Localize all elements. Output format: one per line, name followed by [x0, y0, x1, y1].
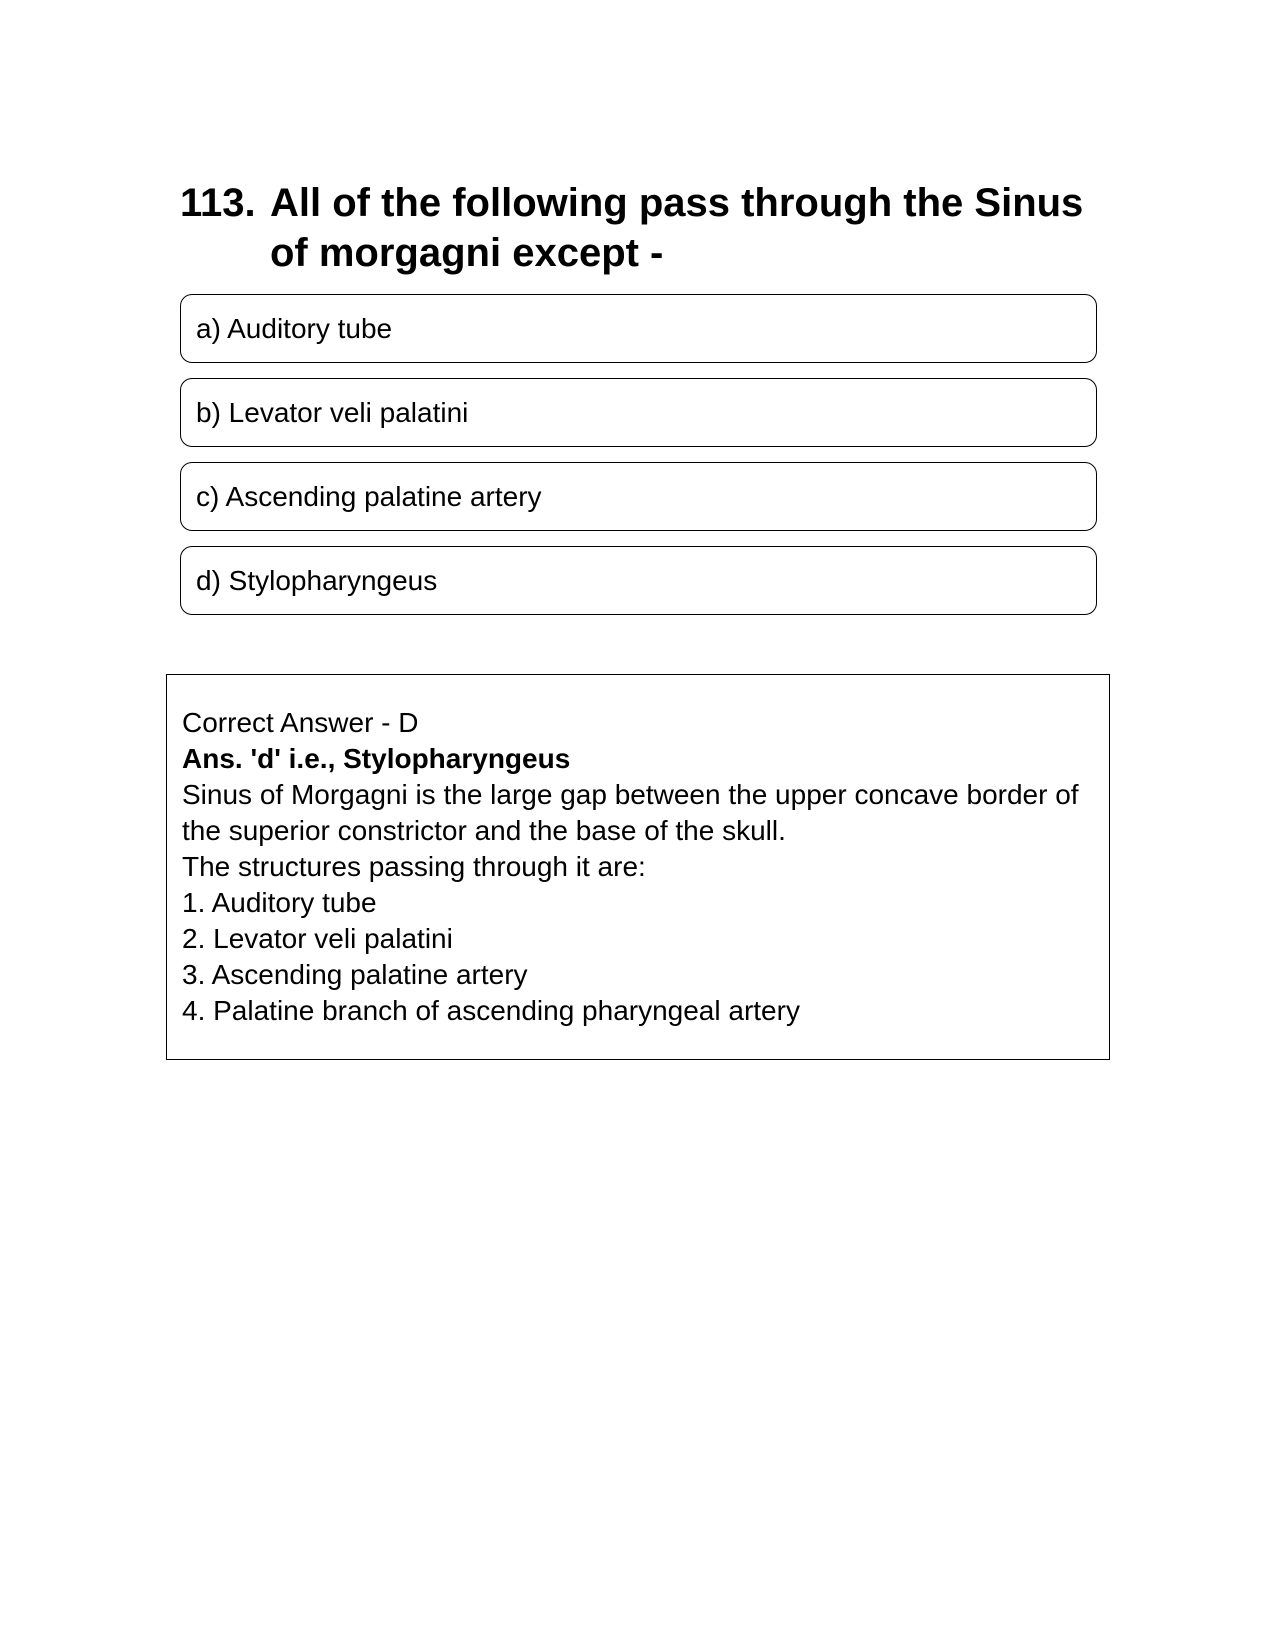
option-a[interactable]	[180, 294, 1097, 363]
structure-item: 2. Levator veli palatini	[182, 923, 453, 954]
options-list	[180, 294, 1097, 630]
structure-item: 1. Auditory tube	[182, 887, 377, 918]
correct-answer: Correct Answer - D	[182, 707, 419, 738]
answer-explanation: Sinus of Morgagni is the large gap between the upper concave border of the superior constrictor and the base of the skull.	[182, 779, 1079, 846]
answer-explanation-box	[166, 674, 1110, 1060]
question-text: All of the following pass through the Sinus of morgagni except -	[270, 181, 1084, 275]
structures-intro: The structures passing through it are:	[182, 851, 646, 882]
question-number: 113.	[180, 181, 256, 225]
option-c[interactable]	[180, 462, 1097, 531]
structure-item: 3. Ascending palatine artery	[182, 959, 528, 990]
option-d[interactable]	[180, 546, 1097, 615]
answer-heading: Ans. 'd' i.e., Stylopharyngeus	[182, 743, 571, 774]
option-d-label: d) Stylopharyngeus	[196, 564, 438, 596]
option-c-label: c) Ascending palatine artery	[196, 480, 542, 512]
option-b[interactable]	[180, 378, 1097, 447]
structure-item: 4. Palatine branch of ascending pharyngeal artery	[182, 995, 800, 1026]
question-heading	[180, 178, 1100, 278]
option-a-label: a) Auditory tube	[196, 312, 393, 344]
option-b-label: b) Levator veli palatini	[196, 396, 469, 428]
